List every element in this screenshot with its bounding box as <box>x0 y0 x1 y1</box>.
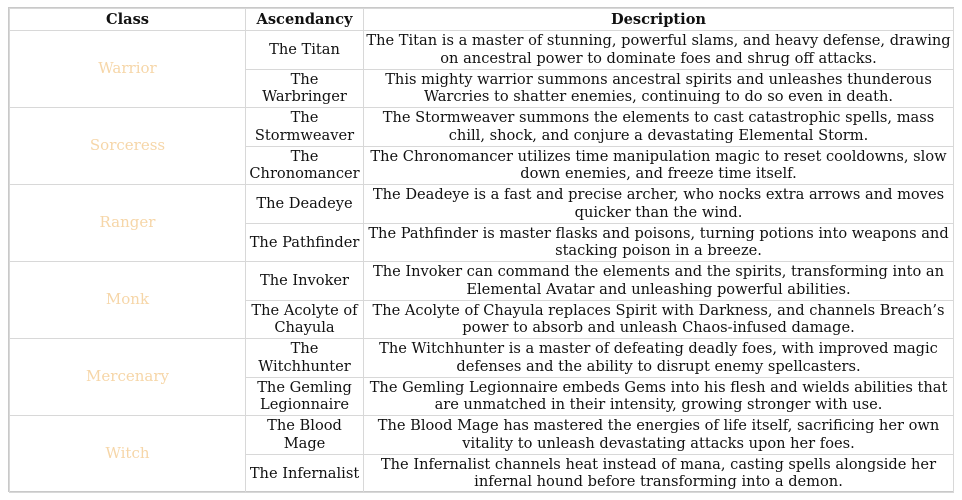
ascendancy-cell: The Titan <box>246 31 364 70</box>
description-cell: The Stormweaver summons the elements to cast catastrophic spells, mass chill, shock, and conjure a devastating Elemental Storm. <box>364 108 954 147</box>
header-class: Class <box>10 9 246 31</box>
header-description: Description <box>364 9 954 31</box>
table-row <box>10 416 954 455</box>
ascendancy-cell: The Pathfinder <box>246 223 364 262</box>
class-ascendancy-table <box>9 8 954 493</box>
header-row <box>10 9 954 31</box>
ascendancy-cell: The Chronomancer <box>246 146 364 185</box>
description-cell: The Gemling Legionnaire embeds Gems into his flesh and wields abilities that are unmatched in their intensity, growing stronger with use. <box>364 377 954 416</box>
ascendancy-cell: The Witchhunter <box>246 339 364 378</box>
class-cell-sorceress: Sorceress <box>10 108 246 185</box>
table-row <box>10 108 954 147</box>
table-row <box>10 185 954 224</box>
description-cell: The Titan is a master of stunning, powerful slams, and heavy defense, drawing on ancestral power to dominate foes and shrug off attacks. <box>364 31 954 70</box>
ascendancy-cell: The Infernalist <box>246 454 364 493</box>
ascendancy-cell: The Deadeye <box>246 185 364 224</box>
description-cell: The Witchhunter is a master of defeating deadly foes, with improved magic defenses and the ability to disrupt enemy spellcasters. <box>364 339 954 378</box>
class-cell-ranger: Ranger <box>10 185 246 262</box>
ascendancy-cell: The Blood Mage <box>246 416 364 455</box>
description-cell: The Pathfinder is master flasks and poisons, turning potions into weapons and stacking poison in a breeze. <box>364 223 954 262</box>
header-ascendancy: Ascendancy <box>246 9 364 31</box>
description-cell: The Deadeye is a fast and precise archer, who nocks extra arrows and moves quicker than the wind. <box>364 185 954 224</box>
class-cell-monk: Monk <box>10 262 246 339</box>
class-cell-mercenary: Mercenary <box>10 339 246 416</box>
description-cell: The Chronomancer utilizes time manipulation magic to reset cooldowns, slow down enemies, and freeze time itself. <box>364 146 954 185</box>
table-row <box>10 262 954 301</box>
ascendancy-cell: The Stormweaver <box>246 108 364 147</box>
description-cell: This mighty warrior summons ancestral spirits and unleashes thunderous Warcries to shatter enemies, continuing to do so even in death. <box>364 69 954 108</box>
description-cell: The Blood Mage has mastered the energies of life itself, sacrificing her own vitality to unleash devastating attacks upon her foes. <box>364 416 954 455</box>
class-cell-witch: Witch <box>10 416 246 493</box>
description-cell: The Infernalist channels heat instead of mana, casting spells alongside her infernal hound before transforming into a demon. <box>364 454 954 493</box>
ascendancy-cell: The Warbringer <box>246 69 364 108</box>
table-row <box>10 31 954 70</box>
description-cell: The Invoker can command the elements and the spirits, transforming into an Elemental Avatar and unleashing powerful abilities. <box>364 262 954 301</box>
ascendancy-cell: The Invoker <box>246 262 364 301</box>
description-cell: The Acolyte of Chayula replaces Spirit with Darkness, and channels Breach’s power to absorb and unleash Chaos-infused damage. <box>364 300 954 339</box>
table-row <box>10 339 954 378</box>
ascendancy-cell: The Acolyte of Chayula <box>246 300 364 339</box>
class-table-frame <box>8 7 954 492</box>
class-cell-warrior: Warrior <box>10 31 246 108</box>
ascendancy-cell: The Gemling Legionnaire <box>246 377 364 416</box>
